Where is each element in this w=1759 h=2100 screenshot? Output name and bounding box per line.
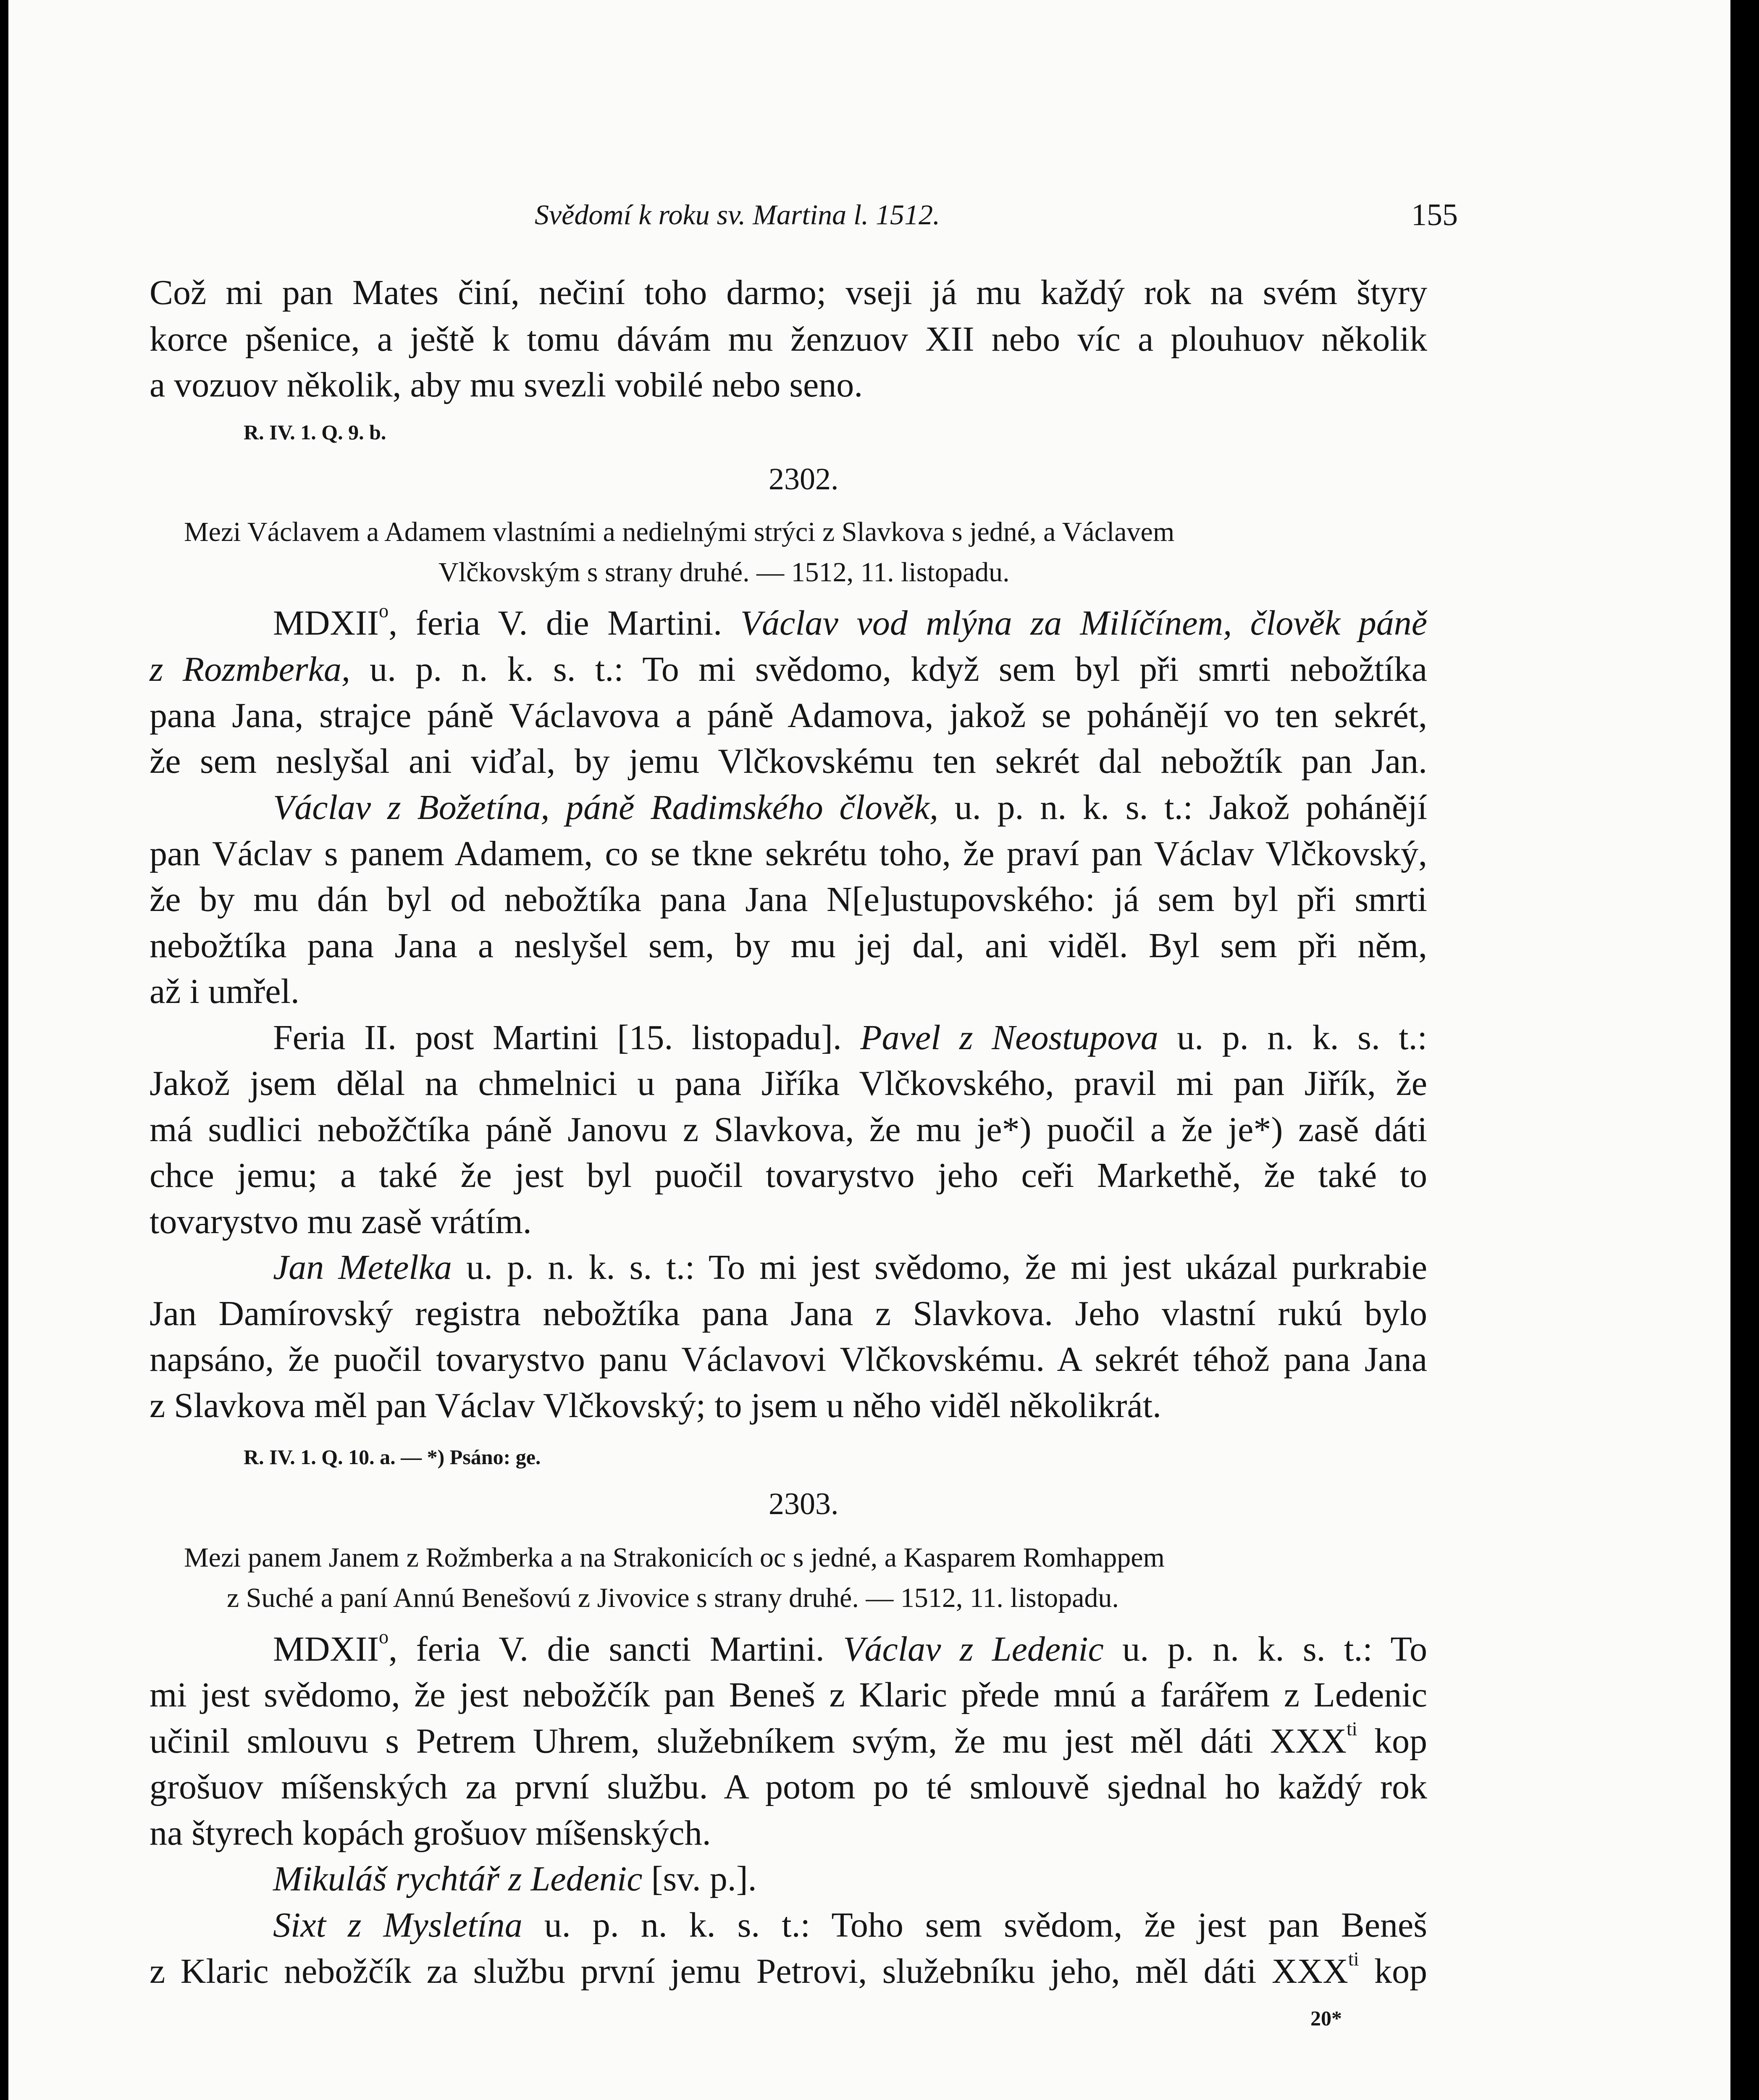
paragraph-line xyxy=(273,600,1428,643)
text: u. p. n. k. s. t.: xyxy=(1158,1018,1427,1057)
text: kop xyxy=(1359,1952,1428,1991)
paragraph-line: napsáno, že puočil tovarystvo panu Václavovi Vlčkovskému. A sekrét téhož pana Jana xyxy=(150,1340,1427,1379)
text: u. p. n. k. s. t.: To xyxy=(1103,1630,1428,1669)
paragraph-line: pan Václav s panem Adamem, co se tkne sekrétu toho, že praví pan Václav Vlčkovský, xyxy=(150,834,1427,873)
entry-number: 2303. xyxy=(769,1487,839,1521)
paragraph-line: že by mu dán byl od nebožtíka pana Jana N[e]ustupovského: já sem byl při smrti xyxy=(150,880,1427,919)
witness-name: Pavel z Neostupova xyxy=(860,1018,1158,1057)
signature-mark: 20* xyxy=(1310,2006,1342,2030)
paragraph-line xyxy=(273,1250,1427,1285)
entry-summary-line-1: Mezi panem Janem z Rožmberka a na Strakonicích oc s jedné, a Kasparem Romhappem xyxy=(184,1542,1165,1573)
superscript: o xyxy=(378,1626,389,1648)
superscript: ti xyxy=(1348,1948,1359,1970)
paragraph-line: chce jemu; a také že jest byl puočil tovarystvo jeho ceři Markethě, že také to xyxy=(150,1156,1427,1195)
text: z Klaric nebožčík za službu první jemu Petrovi, služebníku jeho, měl dáti XXX xyxy=(150,1952,1348,1991)
paragraph-line xyxy=(273,1861,757,1897)
paragraph-line: grošuov míšenských za první službu. A potom po té smlouvě sjednal ho každý rok xyxy=(150,1767,1427,1806)
date-text: MDXII xyxy=(273,1630,379,1669)
book-page xyxy=(8,0,1730,2100)
witness-name: z Rozmberka, xyxy=(150,650,350,689)
text: u. p. n. k. s. t.: To mi jest svědomo, že mi jest ukázal purkrabie xyxy=(452,1248,1428,1287)
paragraph-line: pana Jana, strajce páně Václavova a páně Adamova, jakož se pohánějí vo ten sekrét, xyxy=(150,696,1427,735)
paragraph-line xyxy=(273,1626,1428,1669)
intro-line-1: Což mi pan Mates činí, nečiní toho darmo; vseji já mu každý rok na svém štyry xyxy=(150,273,1427,312)
paragraph-line xyxy=(273,1908,1427,1943)
superscript: o xyxy=(378,600,389,622)
text: [sv. p.]. xyxy=(642,1859,757,1898)
witness-name: Sixt z Mysletína xyxy=(273,1906,522,1945)
paragraph-line: z Slavkova měl pan Václav Vlčkovský; to jsem u něho viděl několikrát. xyxy=(150,1386,1162,1425)
witness-name: Jan Metelka xyxy=(273,1248,452,1287)
entry-number: 2302. xyxy=(769,462,839,496)
text: , feria V. die sancti Martini. xyxy=(389,1630,843,1669)
superscript: ti xyxy=(1346,1718,1357,1740)
paragraph-line xyxy=(150,1718,1428,1761)
paragraph-line: nebožtíka pana Jana a neslyšel sem, by mu jej dal, ani viděl. Byl sem při něm, xyxy=(150,926,1427,965)
paragraph-line: až i umřel. xyxy=(150,972,299,1011)
paragraph-line: má sudlici nebožčtíka páně Janovu z Slavkova, že mu je*) puočil a že je*) zasě dáti xyxy=(150,1110,1427,1149)
text: učinil smlouvu s Petrem Uhrem, služebníkem svým, že mu jest měl dáti XXX xyxy=(150,1722,1347,1761)
paragraph-line: tovarystvo mu zasě vrátím. xyxy=(150,1202,532,1241)
paragraph-line: mi jest svědomo, že jest nebožčík pan Beneš z Klaric přede mnú a farářem z Ledenic xyxy=(150,1675,1427,1714)
entry-summary-line-1: Mezi Václavem a Adamem vlastními a nedielnými strýci z Slavkova s jedné, a Václavem xyxy=(184,517,1175,547)
text: u. p. n. k. s. t.: To mi svědomo, když sem byl při smrti nebožtíka xyxy=(350,650,1427,689)
witness-name: Václav vod mlýna za Milíčínem, člověk páně xyxy=(740,604,1428,643)
witness-name: Václav z Ledenic xyxy=(843,1630,1104,1669)
paragraph-line xyxy=(150,1948,1428,1991)
paragraph-line: Jan Damírovský registra nebožtíka pana Jana z Slavkova. Jeho vlastní rukú bylo xyxy=(150,1294,1427,1333)
text: , feria V. die Martini. xyxy=(389,604,740,643)
witness-name: Mikuláš rychtář z Ledenic xyxy=(273,1859,643,1898)
paragraph-line: Jakož jsem dělal na chmelnici u pana Jiříka Vlčkovského, pravil mi pan Jiřík, že xyxy=(150,1064,1427,1103)
date-text: MDXII xyxy=(273,604,379,643)
paragraph-line xyxy=(273,1020,1427,1055)
running-title: Svědomí k roku sv. Martina l. 1512. xyxy=(535,199,940,231)
paragraph-line: že sem neslyšal ani viďal, by jemu Vlčkovskému ten sekrét dal nebožtík pan Jan. xyxy=(150,742,1427,781)
text: u. p. n. k. s. t.: Toho sem svědom, že jest pan Beneš xyxy=(522,1906,1427,1945)
paragraph-line: na štyrech kopách grošuov míšenských. xyxy=(150,1814,711,1853)
text: u. p. n. k. s. t.: Jakož pohánějí xyxy=(938,788,1427,827)
source-reference: R. IV. 1. Q. 9. b. xyxy=(244,420,386,444)
paragraph-line xyxy=(273,790,1427,825)
intro-line-3: a vozuov několik, aby mu svezli vobilé nebo seno. xyxy=(150,365,863,404)
page-number: 155 xyxy=(1411,198,1458,232)
entry-summary-line-2: z Suché a paní Annú Benešovú z Jivovice s strany druhé. — 1512, 11. listopadu. xyxy=(227,1583,1119,1613)
text: kop xyxy=(1357,1722,1428,1761)
entry-summary-line-2: Vlčkovským s strany druhé. — 1512, 11. listopadu. xyxy=(438,557,1010,588)
scan-edge xyxy=(1739,0,1759,2100)
intro-line-2: korce pšenice, a ještě k tomu dávám mu ženzuov XII nebo víc a plouhuov několik xyxy=(150,320,1427,359)
paragraph-line xyxy=(150,652,1427,687)
text: Feria II. post Martini [15. listopadu]. xyxy=(273,1018,861,1057)
witness-name: Václav z Božetína, páně Radimského člověk, xyxy=(273,788,939,827)
source-reference: R. IV. 1. Q. 10. a. — *) Psáno: ge. xyxy=(244,1445,541,1469)
